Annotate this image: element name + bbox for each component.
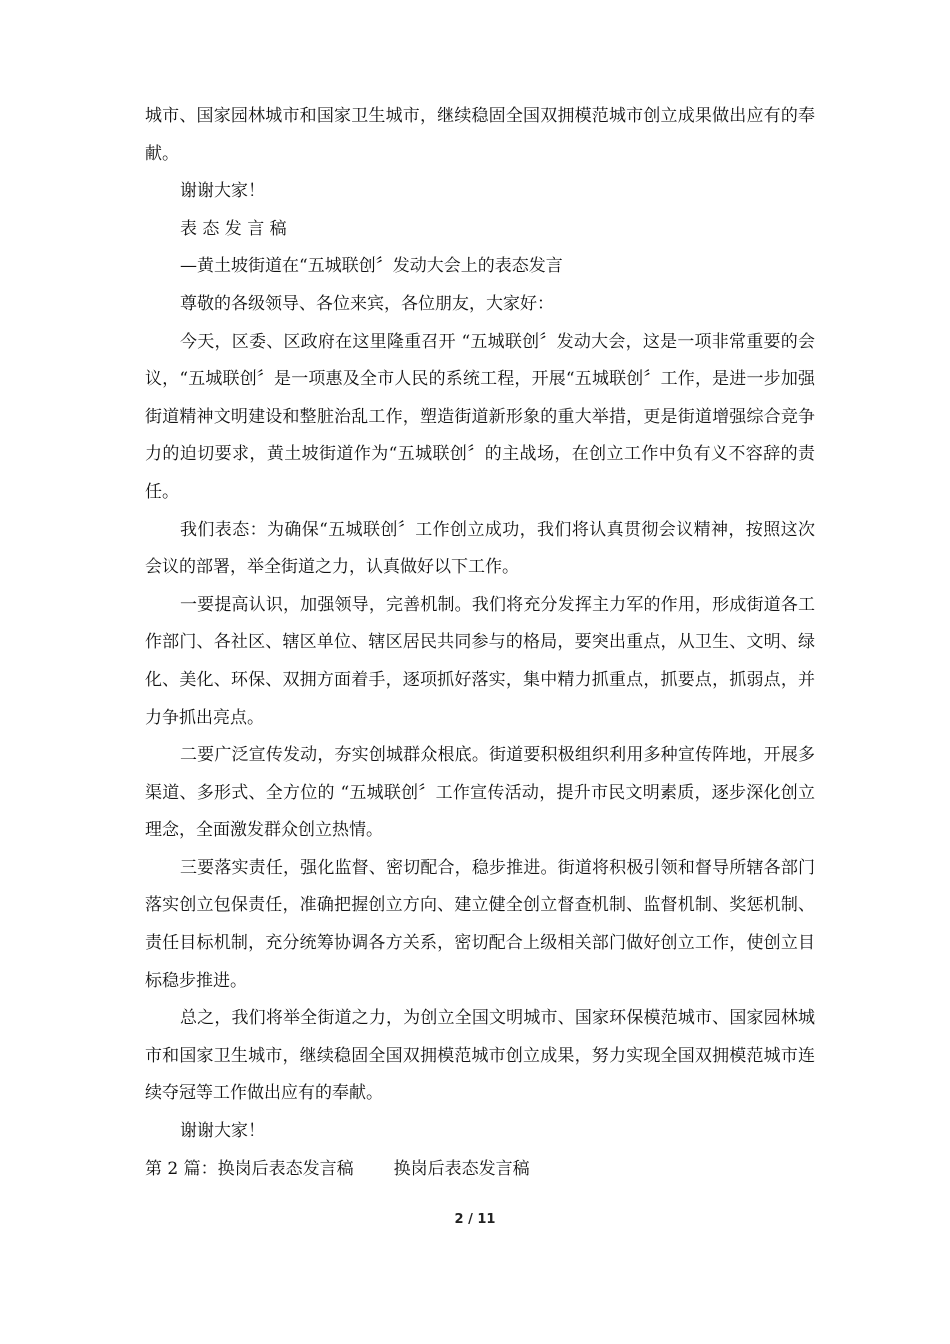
speech-title: 表 态 发 言 稿 <box>180 218 287 239</box>
page-number: 2 / 11 <box>454 1212 496 1227</box>
paragraph-point-one: 一要提高认识，加强领导，完善机制。我们将充分发挥主力军的作用，形成街道各工作部门、各社区、辖区单位、辖区居民共同参与的格局，要突出重点，从卫生、文明、绿化、美化、环保、双拥方面着手，逐项抓好落实，集中精力抓重点，抓要点，抓弱点，并力争抓出亮点。 <box>145 594 815 728</box>
paragraph-point-two: 二要广泛宣传发动，夯实创城群众根底。街道要积极组织利用多种宣传阵地，开展多渠道、多形式、全方位的 “五城联创〞工作宣传活动，提升市民文明素质，逐步深化创立理念，全面激发群众创立热情。 <box>145 745 815 841</box>
paragraph-point-three: 三要落实责任，强化监督、密切配合，稳步推进。街道将积极引领和督导所辖各部门落实创立包保责任，准确把握创立方向、建立健全创立督查机制、监督机制、奖惩机制、责任目标机制，充分统筹协调各方关系，密切配合上级相关部门做好创立工作，使创立目标稳步推进。 <box>145 857 815 991</box>
next-article-title: 换岗后表态发言稿 <box>393 1158 530 1179</box>
speech-subtitle: —黄土坡街道在“五城联创〞发动大会上的表态发言 <box>180 256 563 277</box>
closing-thanks-final: 谢谢大家！ <box>180 1121 265 1142</box>
paragraph-summary: 总之，我们将举全街道之力，为创立全国文明城市、国家环保模范城市、国家园林城市和国家卫生城市，继续稳固全国双拥模范城市创立成果，努力实现全国双拥模范城市连续夺冠等工作做出应有的奉献。 <box>145 1008 815 1104</box>
document-body <box>145 98 815 1188</box>
closing-thanks: 谢谢大家！ <box>180 181 265 202</box>
paragraph-continuation: 城市、国家园林城市和国家卫生城市，继续稳固全国双拥模范城市创立成果做出应有的奉献。 <box>145 106 815 164</box>
next-article-heading <box>145 1151 815 1189</box>
next-article-label: 第 2 篇：换岗后表态发言稿 <box>145 1158 354 1179</box>
salutation: 尊敬的各级领导、各位来宾，各位朋友，大家好： <box>180 293 554 314</box>
paragraph-intro: 今天，区委、区政府在这里隆重召开 “五城联创〞发动大会，这是一项非常重要的会议，“五城联创〞是一项惠及全市人民的系统工程，开展“五城联创〞工作，是进一步加强街道精神文明建设和整脏治乱工作，塑造街道新形象的重大举措，更是街道增强综合竞争力的迫切要求，黄土坡街道作为“五城联创〞的主战场，在创立工作中负有义不容辞的责任。 <box>145 331 815 502</box>
paragraph-pledge: 我们表态：为确保“五城联创〞工作创立成功，我们将认真贯彻会议精神，按照这次会议的部署，举全街道之力，认真做好以下工作。 <box>145 519 815 578</box>
